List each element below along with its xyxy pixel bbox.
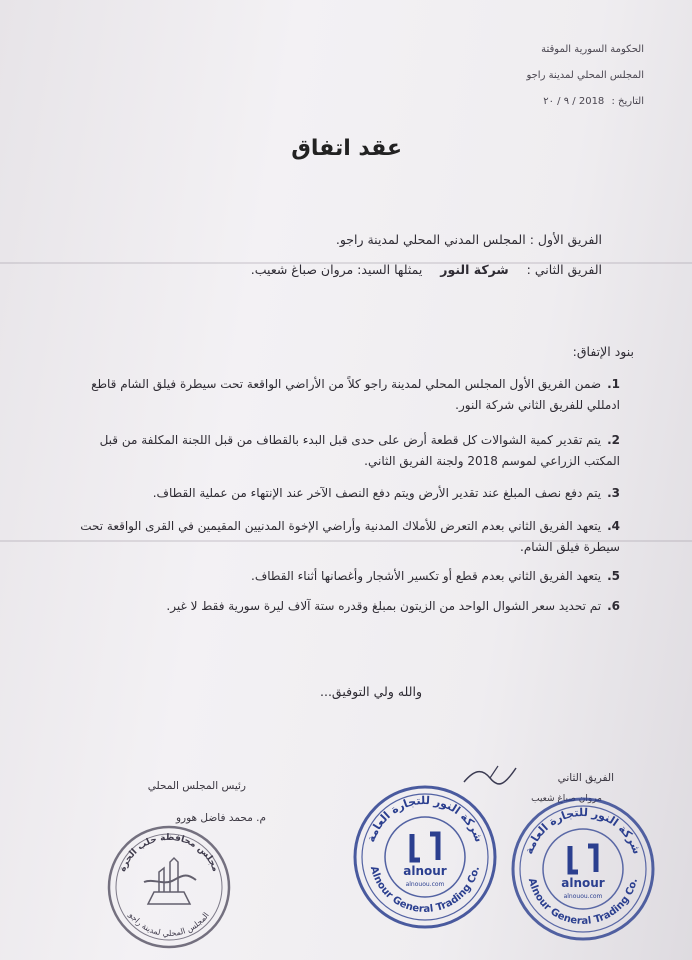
seal-logo-url: alnouou.com <box>563 893 603 900</box>
clause-number: 6. <box>607 599 620 613</box>
document-title: عقد اتفاق <box>291 136 402 161</box>
council-seal-text: مجلس محافظة حلب الحرة <box>117 832 221 874</box>
company-logo-icon <box>570 846 596 872</box>
council-signature-label: رئيس المجلس المحلي <box>147 780 246 792</box>
clause-number: 1. <box>607 377 620 391</box>
seal-logo-word: alnour <box>561 876 605 890</box>
closing-line: والله ولي التوفيق... <box>320 684 422 699</box>
seal-english-text: Alnour General Trading Co. <box>525 877 641 928</box>
council-seal <box>104 822 234 952</box>
clause-text: ضمن الفريق الأول المجلس المحلي لمدينة راجو كلاً من الأراضي الواقعة تحت سيطرة فيلق الشام قاطع ادمللي للفريق الثاني شركة النور. <box>91 377 620 412</box>
clause-number: 2. <box>607 433 620 447</box>
company-logo-icon <box>412 834 438 860</box>
second-party-rep: يمثلها السيد: مروان صباغ شعيب. <box>250 262 423 277</box>
clause-text: تم تحديد سعر الشوال الواحد من الزيتون بمبلغ وقدره ستة آلاف ليرة سورية فقط لا غير. <box>166 599 602 613</box>
clause-text: يتم دفع نصف المبلغ عند تقدير الأرض ويتم دفع النصف الآخر عند الإنتهاء من عملية القطاف. <box>152 486 602 500</box>
company-seal-right <box>508 794 658 944</box>
header-council: المجلس المحلي لمدينة راجو <box>526 70 644 81</box>
seal-logo-url: alnouou.com <box>405 881 445 888</box>
clause-number: 5. <box>607 569 620 583</box>
second-party-company: شركة النور <box>440 262 509 277</box>
clause-text: يتعهد الفريق الثاني بعدم التعرض للأملاك المدنية وأراضي الإخوة المدنيين المقيمين في القرى الواقعة تحت سيطرة فيلق الشام. <box>80 519 620 554</box>
seal-english-text: Alnour General Trading Co. <box>367 865 483 916</box>
seal-arabic-text: شركة النور للتجارة العامة <box>364 793 486 844</box>
clause-item <box>80 374 620 416</box>
council-signature-name: م. محمد فاضل هورو <box>175 812 266 824</box>
company-seal-center <box>350 782 500 932</box>
second-party-signature-name: مروان صباغ شعيب <box>531 794 602 804</box>
clause-number: 3. <box>607 486 620 500</box>
terms-heading: بنود الإتفاق: <box>572 344 634 359</box>
date-value: 2018 / ٩ / ٢٠ <box>543 96 605 107</box>
clause-text: يتم تقدير كمية الشوالات كل قطعة أرض على حدى قبل البدء بالقطاف من قبل اللجنة المكلفة من قبل المكتب الزراعي لموسم 2018 ولجنة الفريق الثاني. <box>99 433 620 468</box>
header-government: الحكومة السورية الموقتة <box>541 44 644 55</box>
clause-text: يتعهد الفريق الثاني بعدم قطع أو تكسير الأشجار وأغصانها أثناء القطاف. <box>251 569 602 583</box>
date-label: التاريخ : <box>611 96 644 107</box>
council-seal-subtext: المجلس المحلي لمدينة راجو <box>127 910 211 939</box>
svg-text:المجلس المحلي لمدينة راجو <box>127 910 211 938</box>
first-party-label: الفريق الأول : <box>529 232 602 247</box>
clause-item <box>80 430 620 472</box>
seal-logo-word: alnour <box>403 864 447 878</box>
second-party-label: الفريق الثاني : <box>526 262 602 277</box>
clause-item <box>60 566 620 587</box>
seal-arabic-text: شركة النور للتجارة العامة <box>522 805 644 856</box>
clause-number: 4. <box>607 519 620 533</box>
first-party-value: المجلس المدني المحلي لمدينة راجو. <box>335 232 526 247</box>
clause-item <box>60 596 620 617</box>
clause-item <box>60 483 620 504</box>
clause-item <box>60 516 620 558</box>
second-party-signature-label: الفريق الثاني <box>557 772 614 784</box>
citadel-emblem-icon <box>144 858 196 904</box>
